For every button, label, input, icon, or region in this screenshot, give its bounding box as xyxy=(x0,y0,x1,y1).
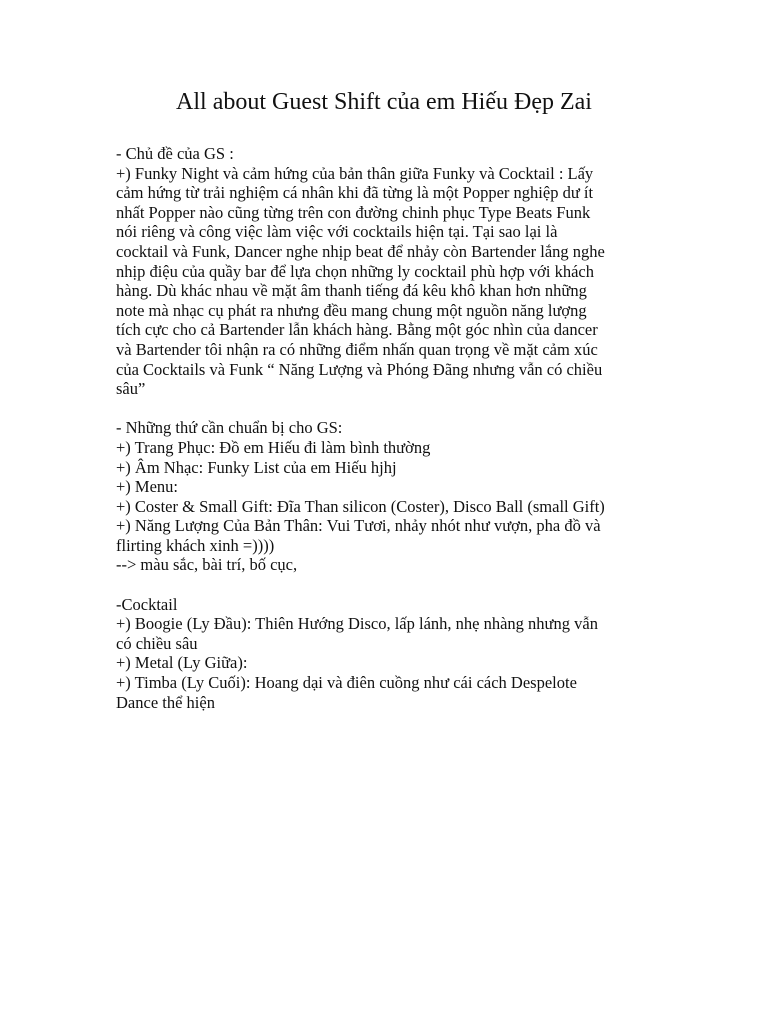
text-line: nói riêng và công việc làm việc với cocktails hiện tại. Tại sao lại là xyxy=(116,222,558,242)
paragraph-gap xyxy=(116,575,676,595)
text-line: +) Boogie (Ly Đầu): Thiên Hướng Disco, lấp lánh, nhẹ nhàng nhưng vẫn xyxy=(116,614,598,634)
text-line: hàng. Dù khác nhau về mặt âm thanh tiếng đá kêu khô khan hơn những xyxy=(116,281,587,301)
text-line: sâu” xyxy=(116,379,146,399)
text-line: nhịp điệu của quầy bar để lựa chọn những ly cocktail phù hợp với khách xyxy=(116,261,594,281)
text-line: +) Âm Nhạc: Funky List của em Hiếu hjhj xyxy=(116,457,397,477)
text-line: +) Menu: xyxy=(116,477,179,497)
text-line: - Những thứ cần chuẩn bị cho GS: xyxy=(116,418,343,438)
text-line: có chiều sâu xyxy=(116,633,198,653)
text-line: +) Trang Phục: Đồ em Hiếu đi làm bình thường xyxy=(116,437,431,457)
document-section xyxy=(116,418,676,575)
paragraph-gap xyxy=(116,399,676,419)
text-line: +) Timba (Ly Cuối): Hoang dại và điên cuồng như cái cách Despelote xyxy=(116,673,577,693)
text-line: -Cocktail xyxy=(116,594,178,614)
text-line: tích cực cho cả Bartender lẫn khách hàng. Bằng một góc nhìn của dancer xyxy=(116,320,598,340)
text-line: +) Funky Night và cảm hứng của bản thân giữa Funky và Cocktail : Lấy xyxy=(116,163,594,183)
text-line: - Chủ đề của GS : xyxy=(116,144,234,163)
text-line: của Cocktails và Funk “ Năng Lượng và Phóng Đãng nhưng vẫn có chiều xyxy=(116,359,603,379)
text-line: note mà nhạc cụ phát ra nhưng đều mang chung một nguồn năng lượng xyxy=(116,300,587,320)
text-line: +) Coster & Small Gift: Đĩa Than silicon (Coster), Disco Ball (small Gift) xyxy=(116,496,605,516)
text-line: Dance thể hiện xyxy=(116,692,215,712)
document-title: All about Guest Shift của em Hiếu Đẹp Zai xyxy=(176,89,592,115)
text-line: và Bartender tôi nhận ra có những điểm nhấn quan trọng về mặt cảm xúc xyxy=(116,339,598,359)
text-line: --> màu sắc, bài trí, bố cục, xyxy=(116,555,298,575)
text-line: nhất Popper nào cũng từng trên con đường chinh phục Type Beats Funk xyxy=(116,202,591,222)
text-line: flirting khách xinh =)))) xyxy=(116,535,275,555)
document-body xyxy=(116,144,676,712)
document-section xyxy=(116,144,676,399)
text-line: +) Metal (Ly Giữa): xyxy=(116,653,248,673)
text-line: cảm hứng từ trải nghiệm cá nhân khi đã từng là một Popper nghiệp dư ít xyxy=(116,183,594,203)
text-line: +) Năng Lượng Của Bản Thân: Vui Tươi, nhảy nhót như vượn, pha đồ và xyxy=(116,516,601,536)
document-section xyxy=(116,595,676,713)
text-line: cocktail và Funk, Dancer nghe nhịp beat để nhảy còn Bartender lắng nghe xyxy=(116,241,605,261)
